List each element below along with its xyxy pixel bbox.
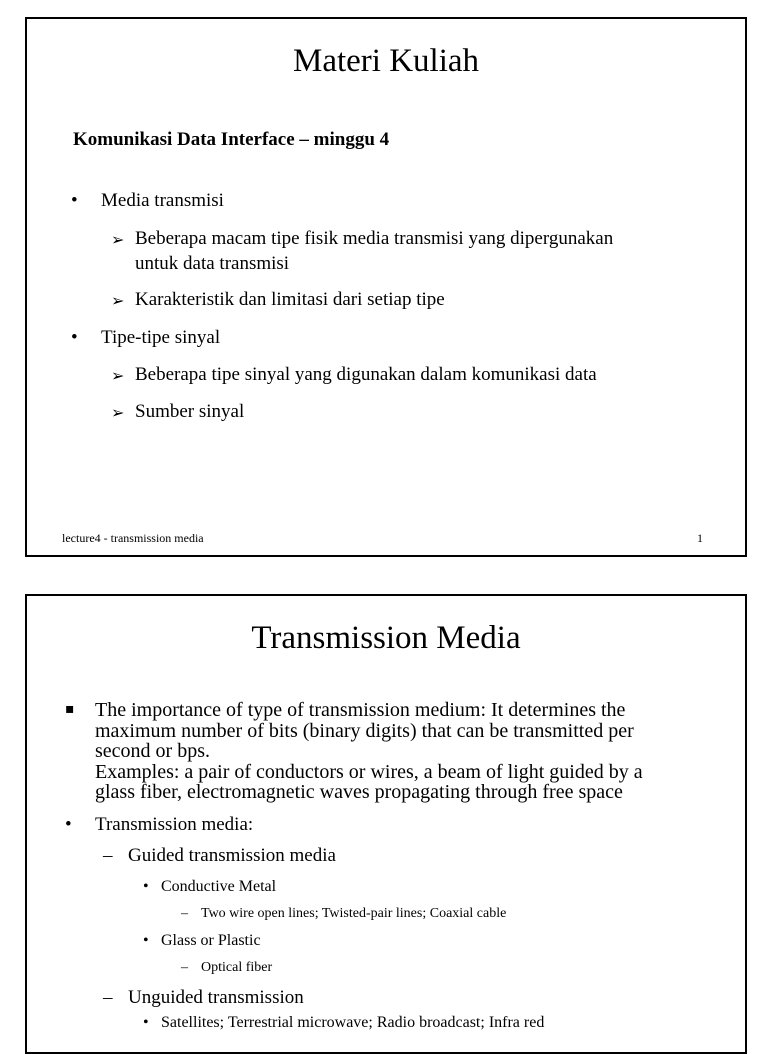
intro-paragraph — [95, 700, 643, 803]
dash-bullet: – — [103, 845, 113, 866]
sub-bullet-text: Sumber sinyal — [135, 401, 245, 422]
intro-line: The importance of type of transmission medium: It determines the — [95, 699, 626, 721]
arrow-bullet-icon: ➢ — [111, 366, 125, 385]
sub-bullet-text-continued: untuk data transmisi — [135, 253, 290, 274]
bullet-tipe-tipe-sinyal: Tipe-tipe sinyal — [101, 327, 221, 348]
unguided-heading: Unguided transmission — [128, 987, 304, 1008]
dash-bullet: – — [103, 987, 113, 1008]
intro-line: maximum number of bits (binary digits) that can be transmitted per — [95, 719, 634, 742]
intro-line: second or bps. — [95, 740, 210, 762]
slide-title: Transmission Media — [251, 620, 521, 656]
intro-line: glass fiber, electromagnetic waves propagating through free space — [95, 781, 623, 803]
unguided-item: Satellites; Terrestrial microwave; Radio broadcast; Infra red — [161, 1014, 545, 1031]
slide-2 — [25, 594, 747, 1054]
sub-bullet-text: Beberapa tipe sinyal yang digunakan dalam komunikasi data — [135, 364, 597, 385]
slide-1 — [25, 17, 747, 557]
dash-bullet: – — [181, 960, 188, 975]
dash-bullet: – — [181, 906, 188, 921]
bullet-dot: • — [143, 878, 149, 895]
arrow-bullet-icon: ➢ — [111, 291, 125, 310]
glass-plastic-item: Glass or Plastic — [161, 932, 261, 949]
square-bullet-icon: ▪ — [65, 701, 75, 717]
bullet-dot: • — [71, 327, 78, 348]
sub-bullet-text: Karakteristik dan limitasi dari setiap tipe — [135, 289, 445, 310]
conductive-metal-detail: Two wire open lines; Twisted-pair lines; Coaxial cable — [201, 906, 507, 921]
page-number: 1 — [697, 531, 703, 545]
bullet-media-transmisi: Media transmisi — [101, 190, 224, 211]
slide-footer: lecture4 - transmission media — [62, 531, 204, 545]
bullet-dot: • — [65, 814, 72, 835]
sub-bullet-text: Beberapa macam tipe fisik media transmisi yang dipergunakan — [135, 228, 614, 249]
glass-plastic-detail: Optical fiber — [201, 960, 273, 975]
media-heading: Transmission media: — [95, 814, 254, 835]
guided-heading: Guided transmission media — [128, 845, 336, 866]
slide-subtitle: Komunikasi Data Interface – minggu 4 — [73, 129, 390, 150]
arrow-bullet-icon: ➢ — [111, 230, 125, 249]
conductive-metal-item: Conductive Metal — [161, 878, 277, 895]
intro-line: Examples: a pair of conductors or wires, a beam of light guided by a — [95, 760, 643, 783]
bullet-dot: • — [143, 1014, 149, 1031]
bullet-dot: • — [71, 190, 78, 211]
slide-title: Materi Kuliah — [292, 43, 480, 79]
bullet-dot: • — [143, 932, 149, 949]
arrow-bullet-icon: ➢ — [111, 403, 125, 422]
